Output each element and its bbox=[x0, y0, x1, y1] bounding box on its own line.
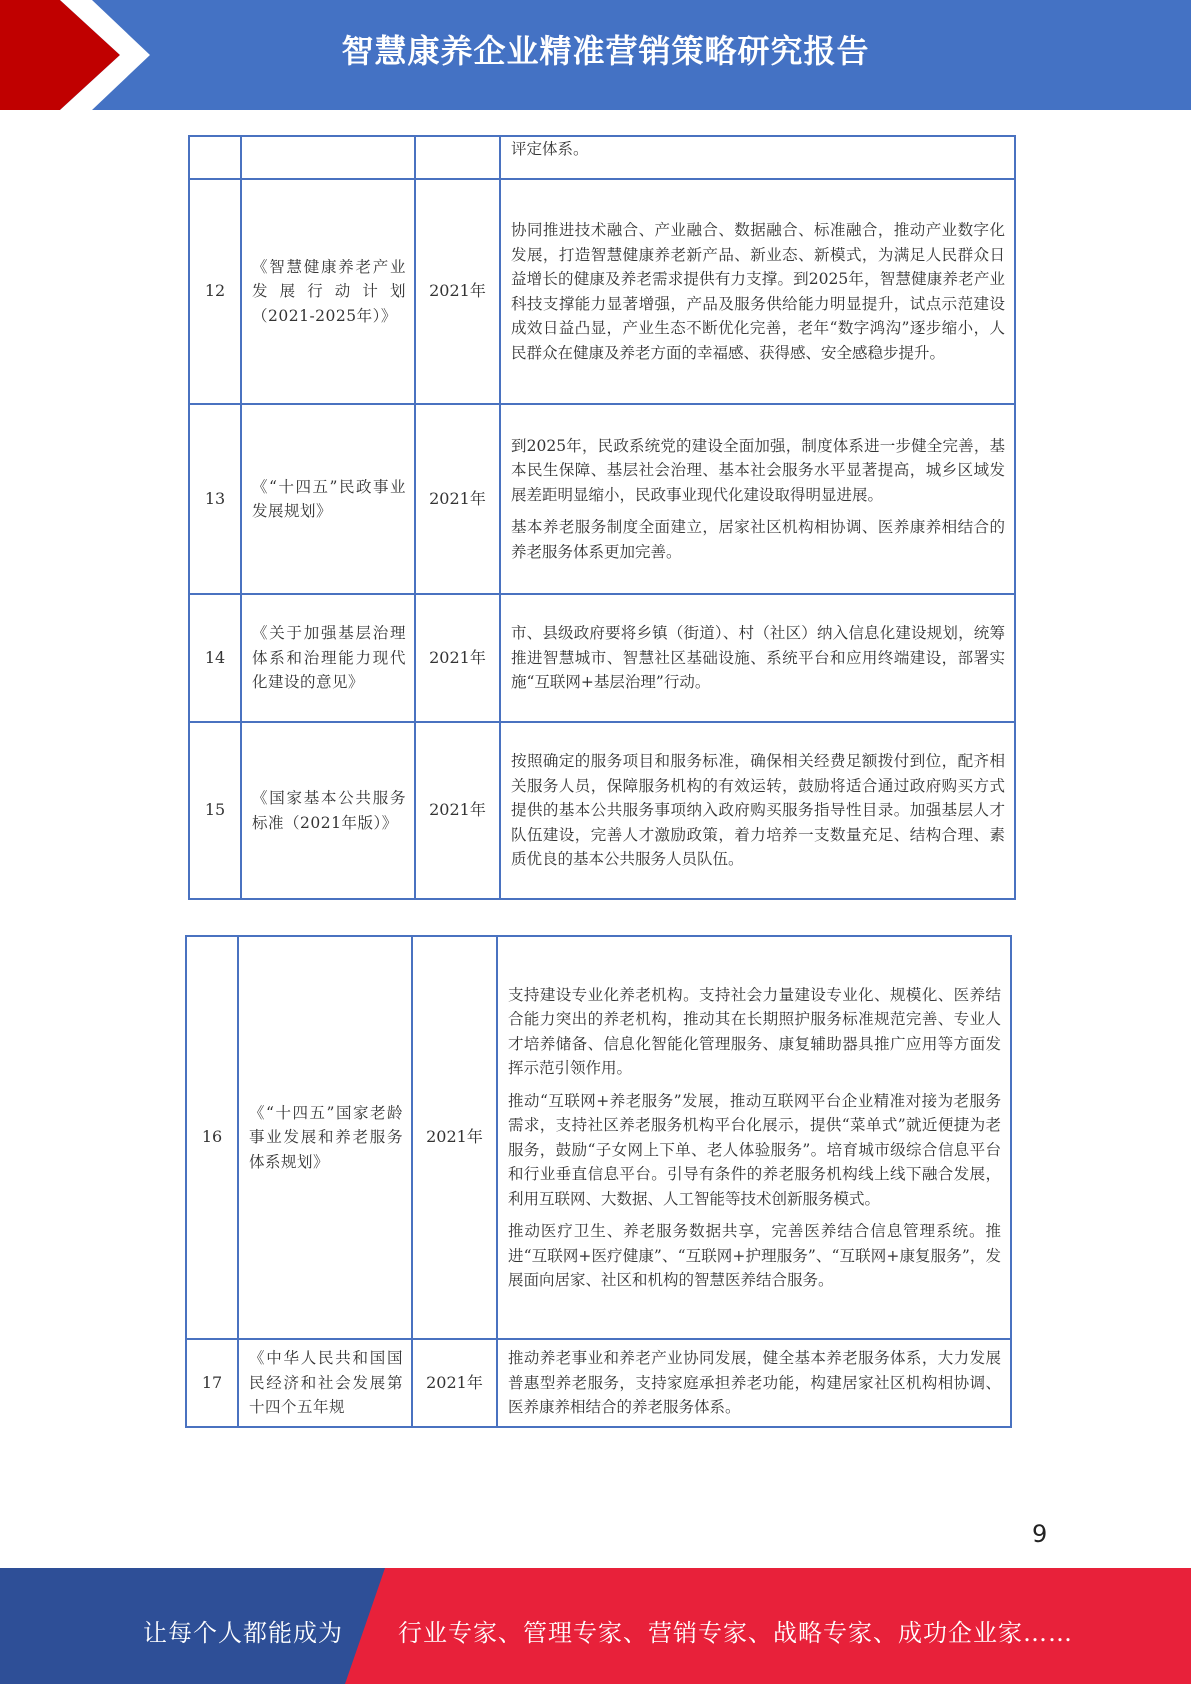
content-paragraph: 推动养老事业和养老产业协同发展，健全基本养老服务体系，大力发展普惠型养老服务，支持家庭承担养老功能，构建居家社区机构相协调、医养康养相结合的养老服务体系。 bbox=[508, 1349, 1001, 1417]
table-row bbox=[189, 722, 1015, 899]
table-row bbox=[189, 594, 1015, 722]
footer-slogan-right: 行业专家、管理专家、营销专家、战略专家、成功企业家…… bbox=[398, 1619, 1073, 1647]
policy-table-2 bbox=[185, 935, 1012, 1428]
content-paragraph: 基本养老服务制度全面建立，居家社区机构相协调、医养康养相结合的养老服务体系更加完善。 bbox=[511, 518, 1005, 561]
footer-slogan-left: 让每个人都能成为 bbox=[143, 1619, 343, 1647]
policy-content bbox=[500, 136, 1015, 179]
page-footer bbox=[0, 1568, 1191, 1684]
content-paragraph: 支持建设专业化养老机构。支持社会力量建设专业化、规模化、医养结合能力突出的养老机构，推动其在长期照护服务标准规范完善、专业人才培养储备、信息化智能化管理服务、康复辅助器具推广应用等方面发挥示范引领作用。 bbox=[508, 985, 1001, 1077]
table-row bbox=[189, 404, 1015, 594]
policy-year: 2021年 bbox=[415, 404, 500, 594]
content-paragraph: 推动“互联网+养老服务”发展，推动互联网平台企业精准对接为老服务需求，支持社区养老服务机构平台化展示，提供“菜单式”就近便捷为老服务，鼓励“子女网上下单、老人体验服务”。培育城市级综合信息平台和行业垂直信息平台。引导有条件的养老服务机构线上线下融合发展，利用互联网、大数据、人工智能等技术创新服务模式。 bbox=[508, 1091, 1001, 1208]
policy-year: 2021年 bbox=[412, 1339, 497, 1427]
policy-name: 《关于加强基层治理体系和治理能力现代化建设的意见》 bbox=[241, 594, 415, 722]
page-number: 9 bbox=[1032, 1520, 1048, 1548]
policy-year: 2021年 bbox=[415, 179, 500, 404]
policy-name: 《国家基本公共服务标准（2021年版）》 bbox=[241, 722, 415, 899]
policy-name: 《“十四五”民政事业发展规划》 bbox=[241, 404, 415, 594]
content-paragraph: 市、县级政府要将乡镇（街道）、村（社区）纳入信息化建设规划，统筹推进智慧城市、智慧社区基础设施、系统平台和应用终端建设，部署实施“互联网+基层治理”行动。 bbox=[511, 624, 1005, 692]
policy-name: 《中华人民共和国国民经济和社会发展第十四个五年规 bbox=[238, 1339, 412, 1427]
table-row bbox=[189, 179, 1015, 404]
row-number: 13 bbox=[189, 404, 241, 594]
content-paragraph: 评定体系。 bbox=[511, 140, 589, 158]
document-title: 智慧康养企业精准营销策略研究报告 bbox=[341, 32, 870, 70]
row-number: 14 bbox=[189, 594, 241, 722]
row-number bbox=[189, 136, 241, 179]
page-header bbox=[0, 0, 1191, 110]
policy-year: 2021年 bbox=[415, 594, 500, 722]
policy-content bbox=[500, 404, 1015, 594]
policy-content bbox=[500, 594, 1015, 722]
policy-table-1 bbox=[188, 135, 1016, 900]
policy-content bbox=[497, 1339, 1011, 1427]
row-number: 12 bbox=[189, 179, 241, 404]
table-row bbox=[186, 936, 1011, 1339]
content-paragraph: 协同推进技术融合、产业融合、数据融合、标准融合，推动产业数字化发展，打造智慧健康养老新产品、新业态、新模式，为满足人民群众日益增长的健康及养老需求提供有力支撑。到2025年，智慧健康养老产业科技支撑能力显著增强，产品及服务供给能力明显提升，试点示范建设成效日益凸显，产业生态不断优化完善，老年“数字鸿沟”逐步缩小，人民群众在健康及养老方面的幸福感、获得感、安全感稳步提升。 bbox=[511, 221, 1005, 362]
policy-name: 《智慧健康养老产业发展行动计划（2021-2025年）》 bbox=[241, 179, 415, 404]
row-number: 17 bbox=[186, 1339, 238, 1427]
content-paragraph: 到2025年，民政系统党的建设全面加强，制度体系进一步健全完善，基本民生保障、基层社会治理、基本社会服务水平显著提高，城乡区域发展差距明显缩小，民政事业现代化建设取得明显进展。 bbox=[511, 436, 1005, 504]
policy-year: 2021年 bbox=[412, 936, 497, 1339]
table-row bbox=[189, 136, 1015, 179]
row-number: 15 bbox=[189, 722, 241, 899]
policy-content bbox=[497, 936, 1011, 1339]
policy-name bbox=[241, 136, 415, 179]
policy-name: 《“十四五”国家老龄事业发展和养老服务体系规划》 bbox=[238, 936, 412, 1339]
policy-year bbox=[415, 136, 500, 179]
table-row bbox=[186, 1339, 1011, 1427]
content-paragraph: 推动医疗卫生、养老服务数据共享，完善医养结合信息管理系统。推进“互联网+医疗健康”、“互联网+护理服务”、“互联网+康复服务”，发展面向居家、社区和机构的智慧医养结合服务。 bbox=[508, 1222, 1001, 1289]
policy-content bbox=[500, 179, 1015, 404]
policy-content bbox=[500, 722, 1015, 899]
content-paragraph: 按照确定的服务项目和服务标准，确保相关经费足额拨付到位，配齐相关服务人员，保障服务机构的有效运转，鼓励将适合通过政府购买方式提供的基本公共服务事项纳入政府购买服务指导性目录。加强基层人才队伍建设，完善人才激励政策，着力培养一支数量充足、结构合理、素质优良的基本公共服务人员队伍。 bbox=[511, 752, 1005, 869]
policy-year: 2021年 bbox=[415, 722, 500, 899]
row-number: 16 bbox=[186, 936, 238, 1339]
